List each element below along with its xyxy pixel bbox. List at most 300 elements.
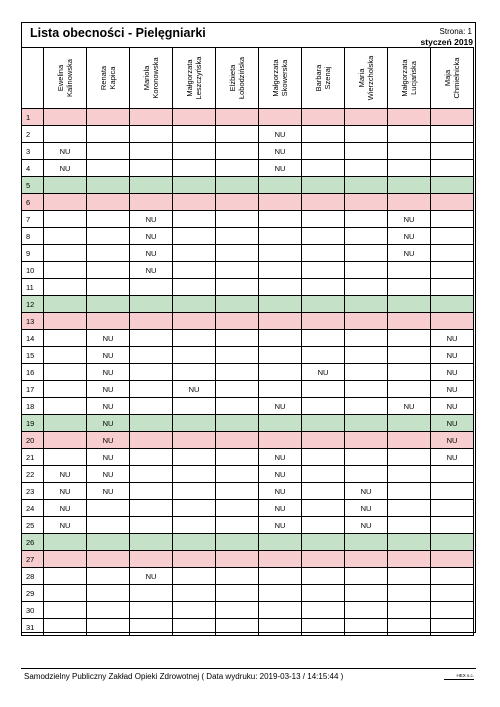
attendance-cell — [87, 551, 130, 568]
attendance-cell — [388, 432, 431, 449]
employee-last-name: Szenaj — [323, 66, 332, 90]
attendance-cell — [130, 517, 173, 534]
attendance-cell — [388, 109, 431, 126]
attendance-cell — [388, 466, 431, 483]
attendance-cell — [302, 619, 345, 636]
attendance-cell — [216, 143, 259, 160]
attendance-cell — [87, 602, 130, 619]
attendance-cell — [216, 551, 259, 568]
attendance-cell: NU — [302, 364, 345, 381]
attendance-cell — [87, 194, 130, 211]
attendance-cell — [87, 568, 130, 585]
brand-mark: HEX s.c. — [444, 673, 474, 680]
attendance-cell — [259, 194, 302, 211]
day-number: 28 — [22, 568, 44, 585]
attendance-cell — [44, 415, 87, 432]
day-number: 16 — [22, 364, 44, 381]
attendance-cell — [87, 262, 130, 279]
attendance-cell: NU — [431, 432, 474, 449]
attendance-cell — [259, 364, 302, 381]
attendance-cell — [216, 602, 259, 619]
employee-first-name: Małgorzata — [271, 59, 280, 97]
day-number-header — [22, 48, 44, 109]
attendance-table — [21, 47, 474, 636]
day-row — [22, 160, 474, 177]
attendance-cell — [259, 211, 302, 228]
attendance-cell — [173, 619, 216, 636]
attendance-cell — [302, 551, 345, 568]
attendance-cell — [259, 279, 302, 296]
attendance-cell — [388, 483, 431, 500]
employee-first-name: Mariola — [142, 65, 151, 91]
day-row — [22, 483, 474, 500]
attendance-cell — [388, 568, 431, 585]
employee-name — [185, 48, 203, 108]
attendance-cell — [87, 534, 130, 551]
attendance-cell — [302, 568, 345, 585]
day-number: 12 — [22, 296, 44, 313]
attendance-cell — [431, 228, 474, 245]
attendance-cell: NU — [388, 398, 431, 415]
attendance-cell — [216, 330, 259, 347]
attendance-cell — [130, 194, 173, 211]
attendance-cell — [173, 143, 216, 160]
day-row — [22, 347, 474, 364]
attendance-cell — [302, 245, 345, 262]
attendance-cell: NU — [431, 364, 474, 381]
day-row — [22, 245, 474, 262]
day-number: 2 — [22, 126, 44, 143]
attendance-cell — [345, 619, 388, 636]
day-number: 13 — [22, 313, 44, 330]
attendance-cell — [173, 126, 216, 143]
attendance-cell — [388, 296, 431, 313]
employee-name — [271, 48, 289, 108]
attendance-cell — [130, 296, 173, 313]
attendance-cell — [130, 466, 173, 483]
employee-name — [314, 48, 332, 108]
attendance-cell — [259, 109, 302, 126]
attendance-cell — [130, 177, 173, 194]
attendance-cell — [216, 585, 259, 602]
employee-column-header — [431, 48, 474, 109]
attendance-cell: NU — [87, 432, 130, 449]
attendance-cell — [259, 415, 302, 432]
day-number: 6 — [22, 194, 44, 211]
day-row — [22, 551, 474, 568]
day-number: 1 — [22, 109, 44, 126]
day-number: 7 — [22, 211, 44, 228]
attendance-cell — [345, 551, 388, 568]
attendance-cell — [302, 602, 345, 619]
attendance-cell: NU — [259, 466, 302, 483]
attendance-cell — [173, 211, 216, 228]
attendance-cell — [173, 262, 216, 279]
attendance-cell — [259, 568, 302, 585]
attendance-cell — [173, 585, 216, 602]
attendance-cell — [87, 177, 130, 194]
attendance-cell — [44, 381, 87, 398]
attendance-cell — [87, 126, 130, 143]
attendance-cell: NU — [130, 245, 173, 262]
employee-column-header — [87, 48, 130, 109]
attendance-cell: NU — [431, 398, 474, 415]
page-number: Strona: 1 — [439, 27, 472, 36]
attendance-cell — [302, 432, 345, 449]
attendance-cell — [87, 245, 130, 262]
attendance-cell — [173, 109, 216, 126]
day-row — [22, 585, 474, 602]
attendance-cell — [345, 602, 388, 619]
employee-last-name: Skowerska — [280, 59, 289, 97]
attendance-cell: NU — [388, 245, 431, 262]
day-row — [22, 500, 474, 517]
attendance-cell — [216, 619, 259, 636]
attendance-cell — [259, 585, 302, 602]
attendance-cell: NU — [87, 466, 130, 483]
attendance-cell — [216, 160, 259, 177]
attendance-cell — [431, 279, 474, 296]
attendance-cell — [431, 143, 474, 160]
attendance-cell — [259, 228, 302, 245]
attendance-cell — [259, 296, 302, 313]
attendance-cell: NU — [259, 500, 302, 517]
attendance-cell: NU — [431, 347, 474, 364]
attendance-cell — [345, 432, 388, 449]
attendance-cell — [44, 398, 87, 415]
employee-column-header — [44, 48, 87, 109]
attendance-cell — [216, 415, 259, 432]
attendance-cell — [431, 551, 474, 568]
attendance-cell — [259, 262, 302, 279]
attendance-cell — [216, 177, 259, 194]
attendance-cell — [130, 381, 173, 398]
employee-name — [443, 48, 461, 108]
attendance-cell — [130, 347, 173, 364]
attendance-cell: NU — [388, 211, 431, 228]
day-number: 23 — [22, 483, 44, 500]
attendance-cell — [44, 313, 87, 330]
day-row — [22, 619, 474, 636]
employee-name — [99, 48, 117, 108]
attendance-cell — [302, 228, 345, 245]
attendance-cell — [130, 415, 173, 432]
attendance-cell — [130, 500, 173, 517]
attendance-cell: NU — [44, 483, 87, 500]
attendance-cell — [173, 245, 216, 262]
attendance-cell — [173, 296, 216, 313]
attendance-cell — [44, 262, 87, 279]
attendance-cell — [173, 415, 216, 432]
day-number: 31 — [22, 619, 44, 636]
attendance-cell — [345, 585, 388, 602]
attendance-cell — [173, 483, 216, 500]
attendance-cell: NU — [130, 211, 173, 228]
attendance-cell — [431, 585, 474, 602]
attendance-cell — [44, 619, 87, 636]
day-row — [22, 534, 474, 551]
attendance-cell — [388, 279, 431, 296]
attendance-cell — [87, 160, 130, 177]
attendance-cell — [87, 279, 130, 296]
attendance-cell: NU — [173, 381, 216, 398]
attendance-cell — [259, 381, 302, 398]
attendance-cell — [216, 398, 259, 415]
attendance-cell — [173, 551, 216, 568]
attendance-cell: NU — [259, 517, 302, 534]
day-row — [22, 296, 474, 313]
day-row — [22, 364, 474, 381]
attendance-cell: NU — [87, 483, 130, 500]
attendance-cell — [173, 279, 216, 296]
attendance-cell — [173, 568, 216, 585]
employee-column-header — [302, 48, 345, 109]
attendance-cell: NU — [259, 449, 302, 466]
attendance-cell: NU — [130, 568, 173, 585]
attendance-cell — [216, 568, 259, 585]
attendance-cell: NU — [87, 330, 130, 347]
attendance-cell — [345, 279, 388, 296]
employee-header-row — [22, 48, 474, 109]
day-row — [22, 279, 474, 296]
attendance-cell — [388, 143, 431, 160]
attendance-cell — [173, 432, 216, 449]
attendance-cell: NU — [87, 364, 130, 381]
attendance-cell — [431, 602, 474, 619]
employee-name — [357, 48, 375, 108]
attendance-cell — [345, 143, 388, 160]
employee-column-header — [345, 48, 388, 109]
attendance-cell — [345, 109, 388, 126]
attendance-cell — [216, 296, 259, 313]
attendance-cell — [173, 398, 216, 415]
attendance-cell — [173, 313, 216, 330]
attendance-cell — [173, 466, 216, 483]
day-number: 4 — [22, 160, 44, 177]
attendance-cell — [302, 211, 345, 228]
day-number: 5 — [22, 177, 44, 194]
attendance-cell — [173, 194, 216, 211]
day-number: 22 — [22, 466, 44, 483]
day-number: 3 — [22, 143, 44, 160]
attendance-cell — [216, 466, 259, 483]
day-number: 30 — [22, 602, 44, 619]
attendance-cell: NU — [431, 330, 474, 347]
attendance-cell — [216, 279, 259, 296]
employee-column-header — [130, 48, 173, 109]
attendance-cell — [302, 500, 345, 517]
day-row — [22, 211, 474, 228]
attendance-cell — [44, 330, 87, 347]
attendance-cell — [302, 143, 345, 160]
attendance-cell: NU — [388, 228, 431, 245]
attendance-cell — [302, 347, 345, 364]
attendance-cell — [388, 160, 431, 177]
attendance-cell — [388, 551, 431, 568]
employee-column-header — [216, 48, 259, 109]
attendance-cell — [259, 602, 302, 619]
attendance-cell — [345, 381, 388, 398]
attendance-cell — [87, 296, 130, 313]
employee-last-name: Kalinowska — [65, 59, 74, 97]
attendance-cell — [259, 347, 302, 364]
attendance-cell — [431, 245, 474, 262]
attendance-cell: NU — [431, 415, 474, 432]
attendance-cell — [44, 245, 87, 262]
attendance-cell — [345, 228, 388, 245]
attendance-cell — [216, 347, 259, 364]
attendance-cell — [173, 228, 216, 245]
day-row — [22, 177, 474, 194]
attendance-cell — [216, 432, 259, 449]
employee-name — [400, 48, 418, 108]
attendance-cell — [44, 449, 87, 466]
attendance-cell — [431, 109, 474, 126]
attendance-cell — [388, 585, 431, 602]
attendance-cell — [44, 432, 87, 449]
document-title: Lista obecności - Pielęgniarki — [30, 26, 206, 40]
attendance-cell — [302, 534, 345, 551]
employee-column-header — [388, 48, 431, 109]
attendance-cell — [130, 398, 173, 415]
attendance-cell — [388, 194, 431, 211]
attendance-cell — [259, 534, 302, 551]
attendance-cell — [345, 194, 388, 211]
attendance-cell — [130, 160, 173, 177]
attendance-cell — [130, 602, 173, 619]
attendance-cell: NU — [44, 143, 87, 160]
attendance-cell — [216, 313, 259, 330]
day-number: 8 — [22, 228, 44, 245]
attendance-cell: NU — [44, 160, 87, 177]
employee-name — [228, 48, 246, 108]
attendance-cell — [173, 330, 216, 347]
attendance-cell — [345, 262, 388, 279]
attendance-cell — [173, 364, 216, 381]
day-number: 21 — [22, 449, 44, 466]
attendance-cell: NU — [87, 381, 130, 398]
attendance-cell — [302, 585, 345, 602]
day-number: 11 — [22, 279, 44, 296]
day-number: 20 — [22, 432, 44, 449]
attendance-cell — [87, 228, 130, 245]
attendance-cell: NU — [259, 143, 302, 160]
attendance-cell — [173, 534, 216, 551]
attendance-cell — [44, 109, 87, 126]
attendance-cell — [259, 313, 302, 330]
attendance-cell — [87, 500, 130, 517]
attendance-cell — [345, 568, 388, 585]
attendance-cell — [44, 126, 87, 143]
attendance-cell — [173, 347, 216, 364]
day-number: 9 — [22, 245, 44, 262]
day-number: 25 — [22, 517, 44, 534]
month-label: styczeń 2019 — [420, 37, 473, 47]
attendance-cell — [130, 126, 173, 143]
attendance-cell — [130, 109, 173, 126]
day-row — [22, 126, 474, 143]
attendance-cell — [345, 415, 388, 432]
day-row — [22, 398, 474, 415]
attendance-cell — [216, 126, 259, 143]
day-number: 15 — [22, 347, 44, 364]
attendance-cell — [216, 500, 259, 517]
attendance-cell — [87, 585, 130, 602]
attendance-cell: NU — [259, 483, 302, 500]
attendance-cell: NU — [87, 449, 130, 466]
attendance-cell — [173, 602, 216, 619]
day-number: 29 — [22, 585, 44, 602]
attendance-cell — [345, 211, 388, 228]
day-row — [22, 381, 474, 398]
attendance-cell — [431, 483, 474, 500]
attendance-cell — [44, 568, 87, 585]
attendance-cell: NU — [345, 483, 388, 500]
attendance-cell — [431, 177, 474, 194]
footer-divider — [21, 668, 476, 669]
attendance-cell — [302, 177, 345, 194]
attendance-cell — [87, 211, 130, 228]
attendance-cell — [259, 330, 302, 347]
attendance-cell: NU — [259, 160, 302, 177]
attendance-cell — [216, 381, 259, 398]
attendance-cell — [302, 160, 345, 177]
attendance-cell — [44, 211, 87, 228]
employee-last-name: Łobodzińska — [237, 56, 246, 100]
attendance-cell — [44, 228, 87, 245]
employee-last-name: Chmielnicka — [452, 57, 461, 99]
attendance-cell — [302, 381, 345, 398]
attendance-cell — [130, 279, 173, 296]
attendance-cell — [431, 568, 474, 585]
attendance-cell: NU — [130, 262, 173, 279]
employee-last-name: Leszczyńska — [194, 56, 203, 100]
attendance-cell — [44, 551, 87, 568]
attendance-cell — [302, 126, 345, 143]
attendance-cell — [173, 160, 216, 177]
attendance-cell — [44, 194, 87, 211]
attendance-cell — [130, 551, 173, 568]
employee-column-header — [173, 48, 216, 109]
attendance-cell — [388, 415, 431, 432]
attendance-cell — [302, 279, 345, 296]
attendance-cell: NU — [130, 228, 173, 245]
attendance-cell — [130, 143, 173, 160]
attendance-cell — [345, 245, 388, 262]
day-row — [22, 517, 474, 534]
attendance-cell: NU — [345, 517, 388, 534]
attendance-cell — [431, 534, 474, 551]
attendance-cell — [44, 347, 87, 364]
attendance-cell — [388, 381, 431, 398]
attendance-cell — [302, 517, 345, 534]
attendance-cell — [216, 211, 259, 228]
attendance-cell — [431, 500, 474, 517]
attendance-cell — [216, 194, 259, 211]
attendance-table-body — [22, 109, 474, 636]
day-row — [22, 109, 474, 126]
attendance-cell — [87, 313, 130, 330]
attendance-cell — [388, 517, 431, 534]
employee-first-name: Ewelina — [56, 64, 65, 92]
attendance-cell — [216, 517, 259, 534]
attendance-cell — [388, 602, 431, 619]
attendance-cell — [216, 483, 259, 500]
attendance-cell — [388, 126, 431, 143]
attendance-cell — [216, 534, 259, 551]
attendance-cell — [388, 449, 431, 466]
attendance-cell: NU — [259, 126, 302, 143]
